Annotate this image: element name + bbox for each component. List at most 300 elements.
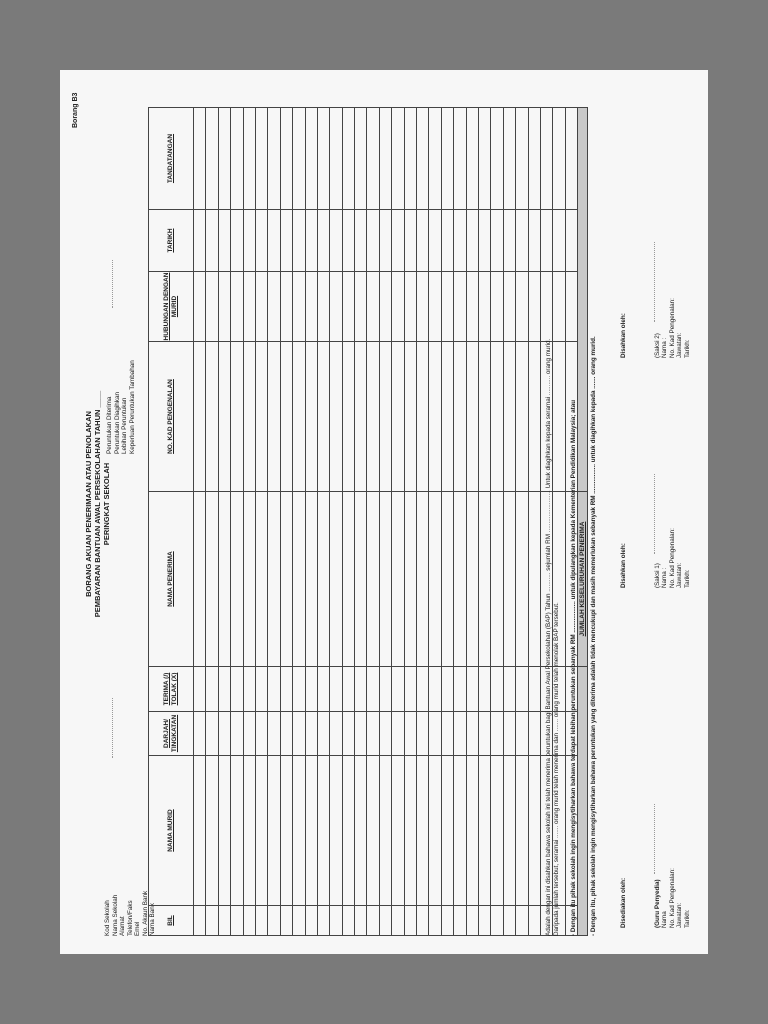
table-cell[interactable] — [379, 756, 391, 906]
signature-line — [654, 474, 655, 554]
signature-line — [654, 804, 655, 874]
table-cell[interactable] — [392, 342, 404, 492]
table-cell[interactable] — [466, 492, 478, 667]
table-cell[interactable] — [255, 108, 267, 210]
signature-heading: Disahkan oleh: — [620, 543, 627, 588]
table-cell[interactable] — [491, 492, 503, 667]
table-cell[interactable] — [342, 906, 354, 936]
table-cell[interactable] — [231, 210, 243, 272]
table-cell[interactable] — [454, 210, 466, 272]
table-cell[interactable] — [280, 272, 292, 342]
table-cell[interactable] — [516, 667, 528, 712]
header-darjah: DARJAH/ TINGKATAN — [149, 712, 194, 756]
table-cell[interactable] — [342, 667, 354, 712]
field-alamat: Alamat — [119, 916, 126, 936]
table-cell[interactable] — [478, 712, 490, 756]
table-cell[interactable] — [528, 906, 540, 936]
table-cell[interactable] — [206, 667, 218, 712]
table-cell[interactable] — [404, 272, 416, 342]
table-cell[interactable] — [317, 342, 329, 492]
table-cell[interactable] — [503, 712, 515, 756]
table-cell[interactable] — [342, 756, 354, 906]
table-cell[interactable] — [255, 667, 267, 712]
table-cell[interactable] — [305, 108, 317, 210]
table-cell[interactable] — [305, 492, 317, 667]
table-cell[interactable] — [491, 210, 503, 272]
header-nama-penerima: NAMA PENERIMA — [149, 492, 194, 667]
table-cell[interactable] — [503, 906, 515, 936]
table-cell[interactable] — [392, 108, 404, 210]
table-cell[interactable] — [355, 272, 367, 342]
table-cell[interactable] — [417, 906, 429, 936]
table-row — [429, 108, 441, 936]
table-cell[interactable] — [404, 756, 416, 906]
school-fields-line — [112, 698, 113, 758]
table-cell[interactable] — [355, 667, 367, 712]
header-tarikh: TARIKH — [149, 210, 194, 272]
table-cell[interactable] — [280, 667, 292, 712]
table-cell[interactable] — [330, 712, 342, 756]
table-cell[interactable] — [466, 906, 478, 936]
table-cell[interactable] — [491, 756, 503, 906]
table-cell[interactable] — [243, 342, 255, 492]
table-cell[interactable] — [404, 210, 416, 272]
table-cell[interactable] — [268, 712, 280, 756]
table-cell[interactable] — [379, 272, 391, 342]
table-cell[interactable] — [218, 667, 230, 712]
table-cell[interactable] — [317, 492, 329, 667]
table-row — [466, 108, 478, 936]
table-cell[interactable] — [355, 108, 367, 210]
table-cell[interactable] — [379, 210, 391, 272]
signature-field: No. Kad Pengenalan: — [668, 298, 676, 358]
signature-field: Nama — [661, 911, 668, 928]
table-cell[interactable] — [516, 906, 528, 936]
table-cell[interactable] — [367, 272, 379, 342]
table-cell[interactable] — [478, 272, 490, 342]
table-cell[interactable] — [243, 492, 255, 667]
table-cell[interactable] — [516, 272, 528, 342]
table-cell[interactable] — [206, 492, 218, 667]
table-cell[interactable] — [317, 906, 329, 936]
table-cell[interactable] — [503, 342, 515, 492]
table-cell[interactable] — [231, 492, 243, 667]
table-cell[interactable] — [417, 712, 429, 756]
table-cell[interactable] — [330, 756, 342, 906]
table-cell[interactable] — [293, 272, 305, 342]
table-cell[interactable] — [478, 210, 490, 272]
table-cell[interactable] — [404, 712, 416, 756]
table-cell[interactable] — [231, 342, 243, 492]
table-cell[interactable] — [194, 667, 206, 712]
table-cell[interactable] — [429, 342, 441, 492]
table-cell[interactable] — [231, 108, 243, 210]
table-cell[interactable] — [404, 906, 416, 936]
table-cell[interactable] — [367, 492, 379, 667]
table-cell[interactable] — [293, 667, 305, 712]
table-cell[interactable] — [379, 342, 391, 492]
table-cell[interactable] — [305, 342, 317, 492]
table-cell[interactable] — [194, 210, 206, 272]
table-cell[interactable] — [491, 272, 503, 342]
table-row — [218, 108, 230, 936]
table-cell[interactable] — [454, 712, 466, 756]
table-cell[interactable] — [330, 272, 342, 342]
table-cell[interactable] — [404, 667, 416, 712]
total-label: JUMLAH KESELURUHAN PENERIMA — [578, 492, 588, 667]
table-cell[interactable] — [206, 108, 218, 210]
table-cell[interactable] — [218, 756, 230, 906]
table-cell[interactable] — [466, 108, 478, 210]
table-cell[interactable] — [503, 667, 515, 712]
table-cell[interactable] — [194, 906, 206, 936]
table-cell[interactable] — [280, 906, 292, 936]
table-cell[interactable] — [305, 210, 317, 272]
table-cell[interactable] — [392, 210, 404, 272]
table-cell[interactable] — [218, 712, 230, 756]
table-cell[interactable] — [305, 272, 317, 342]
table-cell[interactable] — [417, 210, 429, 272]
table-cell[interactable] — [243, 906, 255, 936]
table-cell[interactable] — [243, 210, 255, 272]
table-cell[interactable] — [441, 712, 453, 756]
table-cell[interactable] — [293, 342, 305, 492]
declaration-block — [545, 96, 597, 936]
table-cell[interactable] — [342, 712, 354, 756]
table-cell[interactable] — [503, 272, 515, 342]
table-cell[interactable] — [268, 906, 280, 936]
table-cell[interactable] — [206, 906, 218, 936]
table-cell[interactable] — [503, 492, 515, 667]
table-cell[interactable] — [367, 108, 379, 210]
table-cell[interactable] — [317, 272, 329, 342]
table-row — [342, 108, 354, 936]
table-cell[interactable] — [454, 342, 466, 492]
table-cell[interactable] — [194, 108, 206, 210]
table-cell[interactable] — [441, 906, 453, 936]
table-cell[interactable] — [392, 272, 404, 342]
table-row — [503, 108, 515, 936]
table-cell[interactable] — [218, 210, 230, 272]
table-cell[interactable] — [255, 712, 267, 756]
table-cell[interactable] — [231, 667, 243, 712]
table-cell[interactable] — [367, 712, 379, 756]
table-cell[interactable] — [255, 906, 267, 936]
table-cell[interactable] — [194, 492, 206, 667]
table-cell[interactable] — [367, 756, 379, 906]
table-cell[interactable] — [293, 108, 305, 210]
table-cell[interactable] — [293, 210, 305, 272]
table-cell[interactable] — [429, 210, 441, 272]
table-cell[interactable] — [231, 272, 243, 342]
signature-role: (Guru Penyedia) — [653, 879, 661, 928]
table-cell[interactable] — [330, 906, 342, 936]
table-row — [268, 108, 280, 936]
table-cell[interactable] — [379, 108, 391, 210]
field-lebihan: Lebihan Peruntukan — [121, 397, 128, 454]
table-cell[interactable] — [367, 210, 379, 272]
field-telefon: Telefon/Faks — [126, 900, 134, 936]
table-cell[interactable] — [441, 108, 453, 210]
table-cell[interactable] — [218, 906, 230, 936]
table-cell[interactable] — [491, 108, 503, 210]
table-cell[interactable] — [516, 756, 528, 906]
table-cell[interactable] — [392, 712, 404, 756]
table-cell[interactable] — [466, 210, 478, 272]
table-cell[interactable] — [218, 342, 230, 492]
table-cell[interactable] — [478, 756, 490, 906]
field-akaun-bank: No. Akaun Bank — [141, 890, 149, 936]
table-cell[interactable] — [342, 210, 354, 272]
table-cell[interactable] — [454, 667, 466, 712]
table-cell[interactable] — [355, 906, 367, 936]
table-row — [206, 108, 218, 936]
table-cell[interactable] — [417, 108, 429, 210]
table-cell[interactable] — [466, 667, 478, 712]
table-cell[interactable] — [293, 756, 305, 906]
table-cell[interactable] — [417, 667, 429, 712]
table-cell[interactable] — [454, 272, 466, 342]
table-cell[interactable] — [330, 108, 342, 210]
table-row — [243, 108, 255, 936]
table-cell[interactable] — [429, 712, 441, 756]
table-cell[interactable] — [429, 108, 441, 210]
table-cell[interactable] — [379, 906, 391, 936]
table-cell[interactable] — [528, 667, 540, 712]
table-cell[interactable] — [367, 667, 379, 712]
table-cell[interactable] — [516, 342, 528, 492]
table-cell[interactable] — [280, 712, 292, 756]
table-cell[interactable] — [243, 712, 255, 756]
signature-field: Nama : — [661, 337, 668, 358]
table-row — [367, 108, 379, 936]
table-cell[interactable] — [330, 210, 342, 272]
table-cell[interactable] — [305, 712, 317, 756]
table-cell[interactable] — [429, 667, 441, 712]
table-cell[interactable] — [218, 272, 230, 342]
table-cell[interactable] — [243, 667, 255, 712]
table-cell[interactable] — [206, 272, 218, 342]
table-cell[interactable] — [441, 342, 453, 492]
table-cell[interactable] — [194, 712, 206, 756]
table-cell[interactable] — [417, 756, 429, 906]
table-cell[interactable] — [417, 342, 429, 492]
table-cell[interactable] — [503, 108, 515, 210]
table-cell[interactable] — [293, 906, 305, 936]
table-cell[interactable] — [255, 272, 267, 342]
table-cell[interactable] — [392, 667, 404, 712]
table-cell[interactable] — [255, 492, 267, 667]
table-cell[interactable] — [268, 272, 280, 342]
table-cell[interactable] — [317, 756, 329, 906]
table-cell[interactable] — [342, 272, 354, 342]
table-cell[interactable] — [280, 342, 292, 492]
signature-field: No. Kad Pengenalan: — [668, 528, 676, 588]
table-row — [392, 108, 404, 936]
table-cell[interactable] — [478, 108, 490, 210]
table-cell[interactable] — [355, 756, 367, 906]
table-cell[interactable] — [317, 108, 329, 210]
table-cell[interactable] — [268, 210, 280, 272]
table-cell[interactable] — [491, 342, 503, 492]
table-cell[interactable] — [478, 667, 490, 712]
table-cell[interactable] — [478, 906, 490, 936]
table-row — [231, 108, 243, 936]
table-cell[interactable] — [330, 492, 342, 667]
table-cell[interactable] — [392, 756, 404, 906]
table-cell[interactable] — [441, 210, 453, 272]
table-cell[interactable] — [528, 108, 540, 210]
landscape-form — [60, 70, 708, 954]
table-cell[interactable] — [491, 712, 503, 756]
table-cell[interactable] — [280, 108, 292, 210]
table-cell[interactable] — [478, 342, 490, 492]
table-cell[interactable] — [417, 272, 429, 342]
signature-role: (Saksi 1) — [653, 563, 661, 588]
table-cell[interactable] — [317, 712, 329, 756]
table-cell[interactable] — [218, 108, 230, 210]
table-cell[interactable] — [342, 492, 354, 667]
table-cell[interactable] — [379, 492, 391, 667]
table-cell[interactable] — [305, 667, 317, 712]
table-row — [317, 108, 329, 936]
table-cell[interactable] — [255, 342, 267, 492]
table-cell[interactable] — [268, 342, 280, 492]
table-cell[interactable] — [268, 756, 280, 906]
table-cell[interactable] — [516, 108, 528, 210]
table-cell[interactable] — [342, 108, 354, 210]
table-row — [441, 108, 453, 936]
table-cell[interactable] — [194, 272, 206, 342]
table-cell[interactable] — [243, 756, 255, 906]
table-cell[interactable] — [206, 756, 218, 906]
table-cell[interactable] — [404, 108, 416, 210]
table-cell[interactable] — [441, 492, 453, 667]
table-cell[interactable] — [255, 756, 267, 906]
signature-heading: Disahkan oleh: — [620, 313, 627, 358]
table-cell[interactable] — [268, 667, 280, 712]
table-cell[interactable] — [243, 272, 255, 342]
form-code: Borang B3 — [72, 92, 79, 128]
table-cell[interactable] — [280, 210, 292, 272]
field-peruntukan-diterima: Peruntukan Diterima — [106, 396, 113, 454]
table-cell[interactable] — [268, 108, 280, 210]
table-row — [305, 108, 317, 936]
table-cell[interactable] — [528, 272, 540, 342]
table-cell[interactable] — [231, 712, 243, 756]
table-cell[interactable] — [392, 492, 404, 667]
table-cell[interactable] — [206, 712, 218, 756]
table-cell[interactable] — [255, 210, 267, 272]
field-keperluan-tambahan: Keperluan Peruntukan Tambahan — [128, 360, 136, 454]
table-cell[interactable] — [379, 712, 391, 756]
table-cell[interactable] — [379, 667, 391, 712]
table-cell[interactable] — [392, 906, 404, 936]
table-cell[interactable] — [404, 342, 416, 492]
table-cell[interactable] — [528, 756, 540, 906]
table-cell[interactable] — [441, 272, 453, 342]
table-cell[interactable] — [429, 492, 441, 667]
signature-preparer — [620, 868, 691, 928]
table-cell[interactable] — [280, 492, 292, 667]
table-cell[interactable] — [516, 210, 528, 272]
table-cell[interactable] — [466, 712, 478, 756]
table-cell[interactable] — [454, 906, 466, 936]
table-cell[interactable] — [206, 342, 218, 492]
table-cell[interactable] — [528, 712, 540, 756]
table-cell[interactable] — [305, 906, 317, 936]
table-cell[interactable] — [454, 108, 466, 210]
table-row — [255, 108, 267, 936]
table-cell[interactable] — [268, 492, 280, 667]
table-cell[interactable] — [491, 906, 503, 936]
table-row — [293, 108, 305, 936]
signature-field: Tarikh: — [683, 909, 691, 928]
table-cell[interactable] — [231, 756, 243, 906]
table-cell[interactable] — [528, 210, 540, 272]
table-cell[interactable] — [491, 667, 503, 712]
table-cell[interactable] — [503, 210, 515, 272]
table-cell[interactable] — [194, 756, 206, 906]
table-cell[interactable] — [528, 342, 540, 492]
table-cell[interactable] — [317, 667, 329, 712]
table-cell[interactable] — [417, 492, 429, 667]
table-cell[interactable] — [330, 667, 342, 712]
signature-field: Jawatan: — [676, 562, 683, 588]
table-cell[interactable] — [355, 712, 367, 756]
table-cell[interactable] — [429, 906, 441, 936]
table-cell[interactable] — [516, 492, 528, 667]
table-cell[interactable] — [429, 272, 441, 342]
signature-field: Jawatan: — [676, 332, 683, 358]
table-cell[interactable] — [317, 210, 329, 272]
table-cell[interactable] — [441, 667, 453, 712]
table-cell[interactable] — [293, 712, 305, 756]
table-cell[interactable] — [330, 342, 342, 492]
table-cell[interactable] — [528, 492, 540, 667]
table-cell[interactable] — [429, 756, 441, 906]
table-cell[interactable] — [367, 906, 379, 936]
table-cell[interactable] — [293, 492, 305, 667]
table-cell[interactable] — [342, 342, 354, 492]
table-cell[interactable] — [305, 756, 317, 906]
table-cell[interactable] — [454, 492, 466, 667]
table-cell[interactable] — [355, 210, 367, 272]
table-cell[interactable] — [516, 712, 528, 756]
table-cell[interactable] — [466, 756, 478, 906]
table-cell[interactable] — [355, 342, 367, 492]
table-cell[interactable] — [404, 492, 416, 667]
table-cell[interactable] — [466, 342, 478, 492]
title-line-1: BORANG AKUAN PENERIMAAN ATAU PENOLAKAN — [84, 411, 93, 597]
table-cell[interactable] — [218, 492, 230, 667]
table-cell[interactable] — [441, 756, 453, 906]
table-cell[interactable] — [466, 272, 478, 342]
table-cell[interactable] — [478, 492, 490, 667]
table-cell[interactable] — [243, 108, 255, 210]
table-cell[interactable] — [454, 756, 466, 906]
table-cell[interactable] — [367, 342, 379, 492]
table-cell[interactable] — [231, 906, 243, 936]
table-cell[interactable] — [355, 492, 367, 667]
table-cell[interactable] — [503, 756, 515, 906]
table-cell[interactable] — [206, 210, 218, 272]
signature-role: (Saksi 2) — [653, 333, 661, 358]
declaration-line-4: - Dengan itu, pihak sekolah ingin mengisytiharkan bahawa peruntukan yang diterima adalah tidak mencukupi dan masih memerlukan sebanyak RM ................. untuk diagihkan kepada ....... orang murid. — [589, 336, 597, 936]
field-emel: Emel — [134, 921, 141, 936]
table-cell[interactable] — [194, 342, 206, 492]
table-cell[interactable] — [280, 756, 292, 906]
